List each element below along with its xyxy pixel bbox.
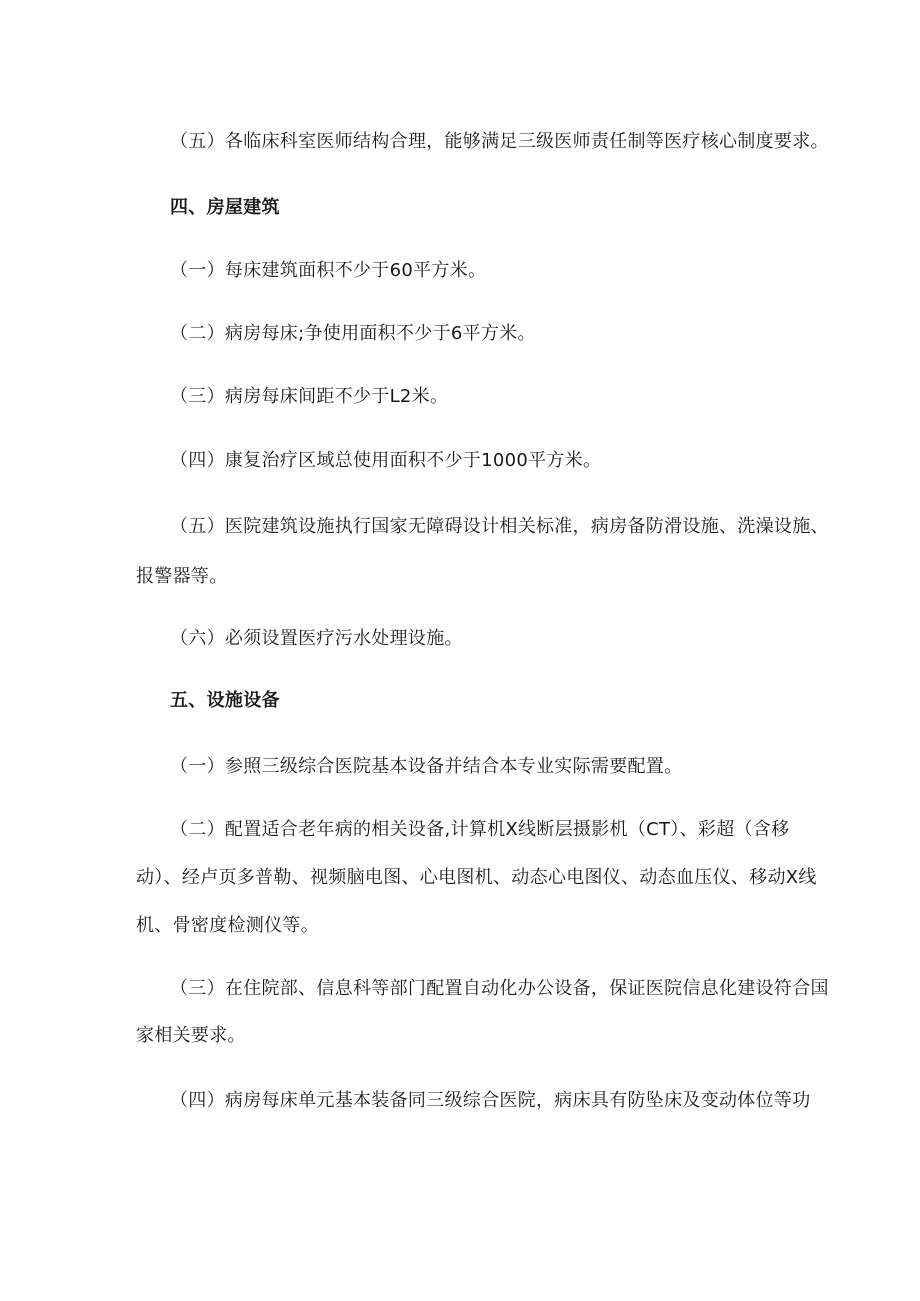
- paragraph-geriatric-equipment-line2: 动）、经卢页多普勒、视频脑电图、心电图机、动态心电图仪、动态血压仪、移动X线: [136, 867, 817, 888]
- paragraph-geriatric-equipment-line1: （二）配置适合老年病的相关设备,计算机X线断层摄影机（CT）、彩超（含移: [170, 819, 790, 840]
- paragraph-equipment-basic: （一）参照三级综合医院基本设备并结合本专业实际需要配置。: [170, 756, 683, 777]
- paragraph-building-area: （一）每床建筑面积不少于60平方米。: [170, 260, 487, 281]
- paragraph-office-automation-line2: 家相关要求。: [136, 1025, 246, 1046]
- paragraph-rehab-area: （四）康复治疗区域总使用面积不少于1000平方米。: [170, 450, 602, 471]
- paragraph-ward-bed-unit: （四）病房每床单元基本装备同三级综合医院，病床具有防坠床及变动体位等功: [170, 1090, 811, 1111]
- paragraph-ward-area: （二）病房每床;争使用面积不少于6平方米。: [170, 323, 536, 344]
- paragraph-geriatric-equipment-line3: 机、骨密度检测仪等。: [136, 915, 319, 936]
- paragraph-accessibility-line1: （五）医院建筑设施执行国家无障碍设计相关标准，病房备防滑设施、洗澡设施、: [170, 516, 829, 537]
- paragraph-staff-structure: （五）各临床科室医师结构合理，能够满足三级医师责任制等医疗核心制度要求。: [170, 131, 829, 152]
- section-heading-buildings: 四、房屋建筑: [170, 197, 280, 218]
- paragraph-office-automation-line1: （三）在住院部、信息科等部门配置自动化办公设备，保证医院信息化建设符合国: [170, 978, 829, 999]
- section-heading-equipment: 五、设施设备: [170, 690, 280, 711]
- paragraph-bed-spacing: （三）病房每床间距不少于L2米。: [170, 386, 449, 407]
- paragraph-sewage: （六）必须设置医疗污水处理设施。: [170, 628, 463, 649]
- paragraph-accessibility-line2: 报警器等。: [136, 566, 228, 587]
